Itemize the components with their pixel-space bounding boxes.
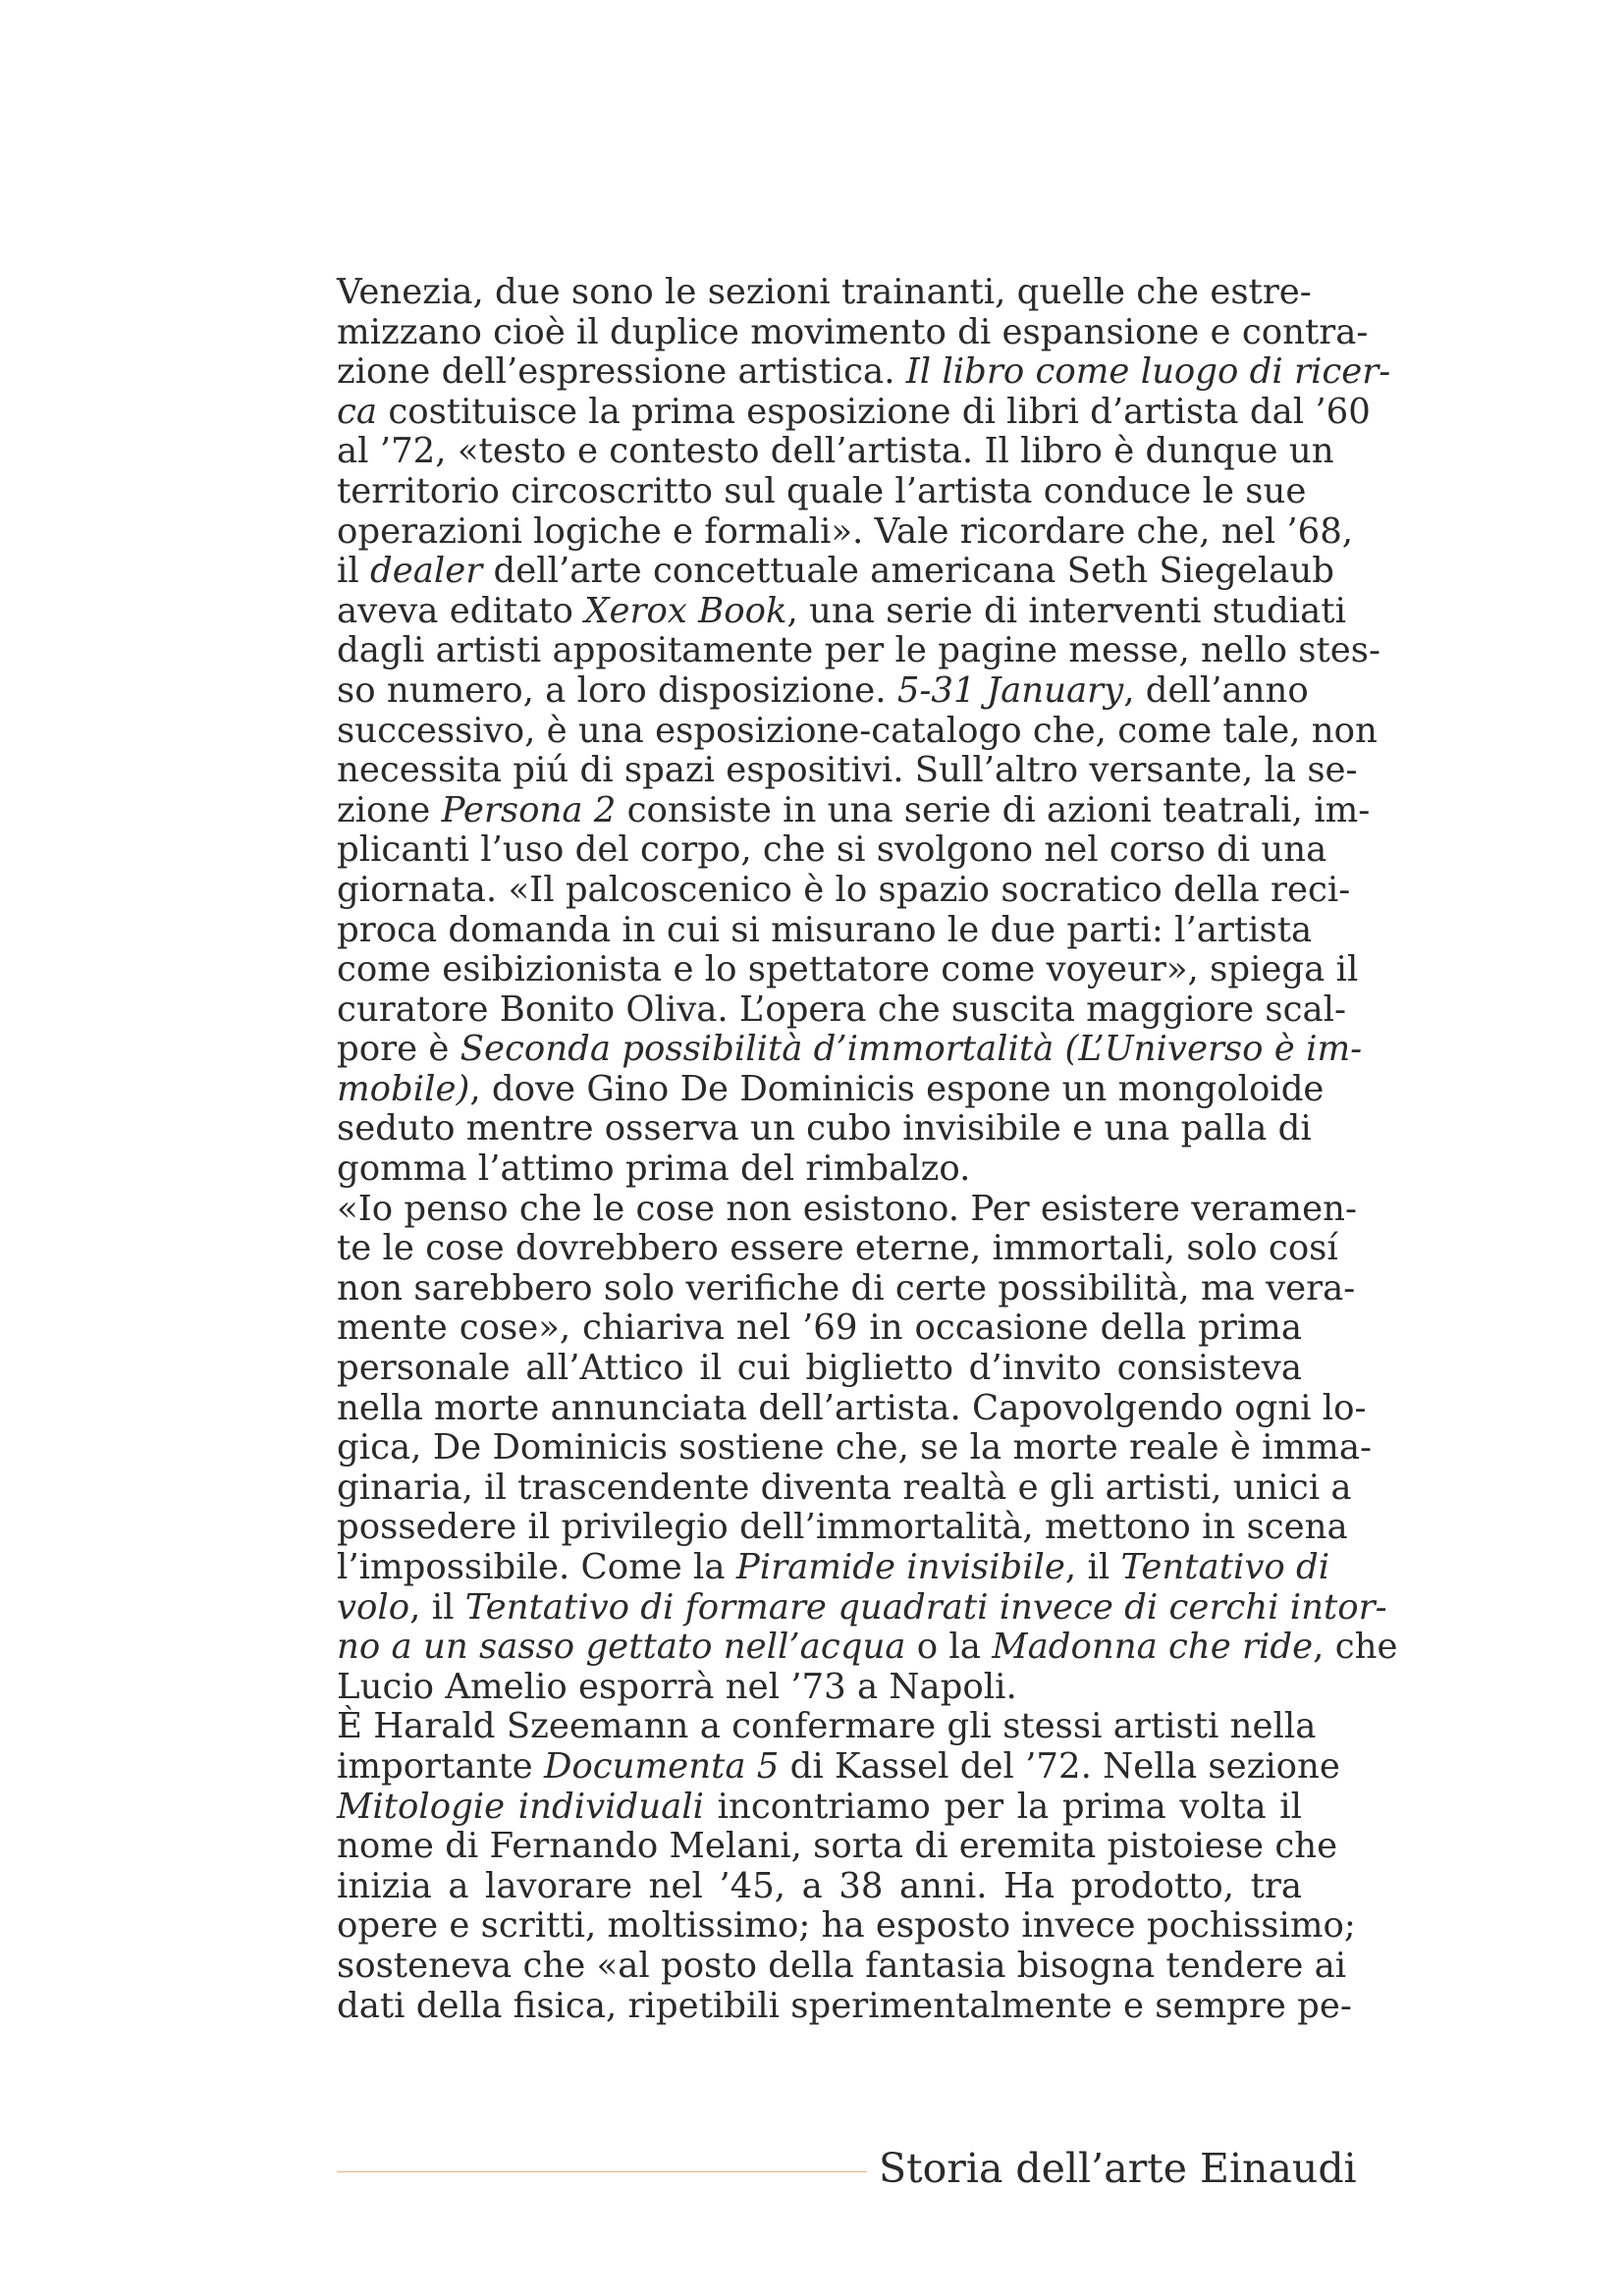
text-line — [337, 1547, 1330, 1588]
text-run: , il — [1064, 1547, 1121, 1587]
italic-text-run: Tentativo di — [1120, 1547, 1330, 1587]
text-run: gomma l’attimo prima del rimbalzo. — [337, 1148, 971, 1190]
italic-text-run: dealer — [370, 551, 483, 592]
text-run: al ’72, «testo e contesto dell’artista. Il libro è dunque un — [337, 431, 1334, 472]
text-run: sosteneva che «al posto della fantasia bisogna tendere ai — [337, 1945, 1347, 1986]
text-line — [337, 1427, 1372, 1468]
text-run: successivo, è una esposizione-catalogo che, come tale, non — [337, 710, 1378, 751]
text-line — [337, 1507, 1348, 1548]
italic-text-run: volo — [337, 1586, 410, 1628]
text-run: consiste in una serie di azioni teatrali, im- — [616, 789, 1371, 830]
text-line — [337, 1706, 1317, 1747]
text-line — [337, 1267, 1356, 1309]
text-line — [337, 1387, 1367, 1429]
text-line — [337, 272, 1312, 313]
italic-text-run: Madonna che ride — [992, 1627, 1314, 1668]
text-run: «Io penso che le cose non esistono. Per esistere veramen- — [337, 1188, 1357, 1229]
text-line — [337, 1188, 1357, 1230]
text-line — [337, 710, 1378, 752]
text-run: come esibizionista e lo spettatore come voyeur», spiega il — [337, 949, 1359, 990]
text-run: , il — [409, 1586, 465, 1628]
text-line — [337, 431, 1334, 472]
text-run: dati della fisica, ripetibili sperimentalmente e sempre pe- — [337, 1985, 1352, 2026]
text-line — [337, 750, 1358, 791]
text-line — [337, 1945, 1347, 1987]
text-line — [337, 1108, 1312, 1149]
italic-text-run: Documenta 5 — [543, 1745, 780, 1787]
body-text — [337, 272, 1398, 2026]
text-run: zione dell’espressione artistica. — [337, 351, 906, 393]
text-line — [337, 1029, 1363, 1070]
text-run: opere e scritti, moltissimo; ha esposto invece pochissimo; — [337, 1905, 1356, 1947]
italic-text-run: mobile) — [337, 1068, 470, 1109]
italic-text-run: Tentativo di formare quadrati invece di cerchi intor- — [464, 1586, 1387, 1628]
text-line — [337, 988, 1347, 1031]
text-run: curatore Bonito Oliva. L’opera che suscita maggiore scal- — [337, 988, 1347, 1030]
text-run: gica, De Dominicis sostiene che, se la morte reale è imma- — [337, 1427, 1372, 1468]
text-run: operazioni logiche e formali». Vale ricordare che, nel ’68, — [337, 510, 1354, 552]
text-line — [337, 1985, 1352, 2027]
text-run: , dove Gino De Dominicis espone un mongoloide — [469, 1068, 1325, 1109]
text-line — [337, 1867, 1302, 1907]
text-run: dell’arte concettuale americana Seth Siegelaub — [482, 551, 1334, 592]
text-line — [337, 351, 1391, 393]
text-run: proca domanda in cui si misurano le due parti: l’artista — [337, 909, 1313, 950]
text-run: personale all’Attico il cui biglietto d’invito consisteva — [337, 1348, 1302, 1389]
text-line — [337, 470, 1307, 512]
text-run: ginaria, il trascendente diventa realtà e gli artisti, unici a — [337, 1467, 1352, 1508]
text-run: nella morte annunciata dell’artista. Capovolgendo ogni lo- — [337, 1387, 1367, 1428]
text-line — [337, 1467, 1352, 1509]
text-line — [337, 590, 1346, 632]
text-run: l’impossibile. Come la — [337, 1547, 736, 1587]
text-line — [337, 1349, 1302, 1389]
italic-text-run: Persona 2 — [441, 789, 617, 830]
italic-text-run: Il libro come luogo di ricer- — [905, 351, 1391, 393]
text-run: territorio circoscritto sul quale l’artista conduce le sue — [337, 470, 1307, 511]
text-line — [337, 1586, 1387, 1629]
text-line — [337, 789, 1371, 831]
footer-rule — [337, 2171, 867, 2172]
text-run: mente cose», chiariva nel ’69 in occasione della prima — [337, 1308, 1302, 1349]
text-run: nome di Fernando Melani, sorta di eremita pistoiese che — [337, 1826, 1338, 1867]
italic-text-run: 5-31 January — [896, 669, 1124, 711]
text-line — [337, 1149, 1302, 1190]
text-line — [337, 949, 1359, 990]
text-run: so numero, a loro disposizione. — [337, 669, 897, 711]
text-line — [337, 1668, 1302, 1708]
text-line — [337, 630, 1380, 671]
text-run: mizzano cioè il duplice movimento di espansione e contra- — [337, 311, 1369, 352]
text-line — [337, 1826, 1338, 1867]
text-run: di Kassel del ’72. Nella sezione — [779, 1745, 1340, 1787]
text-line — [337, 391, 1371, 433]
text-run: , dell’anno — [1123, 669, 1309, 711]
text-line — [337, 1788, 1302, 1828]
text-run: incontriamo per la prima volta il — [703, 1786, 1302, 1827]
text-run: importante — [337, 1745, 544, 1787]
italic-text-run: no a un sasso gettato nell’acqua — [337, 1627, 906, 1668]
text-run: giornata. «Il palcoscenico è lo spazio socratico della reci- — [337, 869, 1351, 910]
text-line — [337, 510, 1354, 553]
text-run: È Harald Szeemann a confermare gli stessi artisti nella — [337, 1706, 1317, 1747]
italic-text-run: Seconda possibilità d’immortalità (L’Universo è im- — [460, 1029, 1363, 1070]
text-line — [337, 311, 1369, 353]
text-line — [337, 1228, 1338, 1269]
text-line — [337, 1308, 1302, 1349]
text-run: pore è — [337, 1029, 460, 1070]
italic-text-run: Piramide invisibile — [735, 1547, 1065, 1587]
text-run: inizia a lavorare nel ’45, a 38 anni. Ha prodotto, tra — [337, 1865, 1302, 1906]
text-line — [337, 551, 1334, 592]
text-line — [337, 1627, 1398, 1668]
text-run: Venezia, due sono le sezioni trainanti, quelle che estre- — [337, 272, 1312, 312]
text-run: , che — [1313, 1627, 1398, 1668]
italic-text-run: ca — [337, 391, 378, 432]
italic-text-run: Mitologie individuali — [337, 1786, 704, 1827]
text-run: non sarebbero solo verifiche di certe possibilità, ma vera- — [337, 1267, 1356, 1308]
text-line — [337, 1905, 1356, 1947]
italic-text-run: Xerox Book — [584, 590, 787, 631]
text-run: zione — [337, 789, 442, 830]
footer-publisher-title: Storia dell’arte Einaudi — [879, 2145, 1357, 2192]
text-line — [337, 1068, 1325, 1110]
text-run: seduto mentre osserva un cubo invisibile e una palla di — [337, 1108, 1312, 1149]
text-run: o la — [905, 1627, 993, 1668]
text-line — [337, 869, 1351, 911]
text-run: aveva editato — [337, 590, 585, 631]
text-run: dagli artisti appositamente per le pagine messe, nello stes- — [337, 630, 1380, 671]
text-run: necessita piú di spazi espositivi. Sull’altro versante, la se- — [337, 750, 1358, 791]
text-line — [337, 1745, 1340, 1788]
text-run: Lucio Amelio esporrà nel ’73 a Napoli. — [337, 1666, 1017, 1707]
text-run: , una serie di interventi studiati — [786, 590, 1346, 631]
text-line — [337, 829, 1327, 871]
text-run: possedere il privilegio dell’immortalità, mettono in scena — [337, 1507, 1348, 1548]
text-line — [337, 669, 1309, 712]
text-run: te le cose dovrebbero essere eterne, immortali, solo cosí — [337, 1228, 1338, 1269]
text-line — [337, 909, 1313, 951]
text-run: il — [337, 551, 370, 592]
text-run: costituisce la prima esposizione di libri d’artista dal ’60 — [377, 391, 1371, 432]
text-run: plicanti l’uso del corpo, che si svolgono nel corso di una — [337, 829, 1327, 871]
